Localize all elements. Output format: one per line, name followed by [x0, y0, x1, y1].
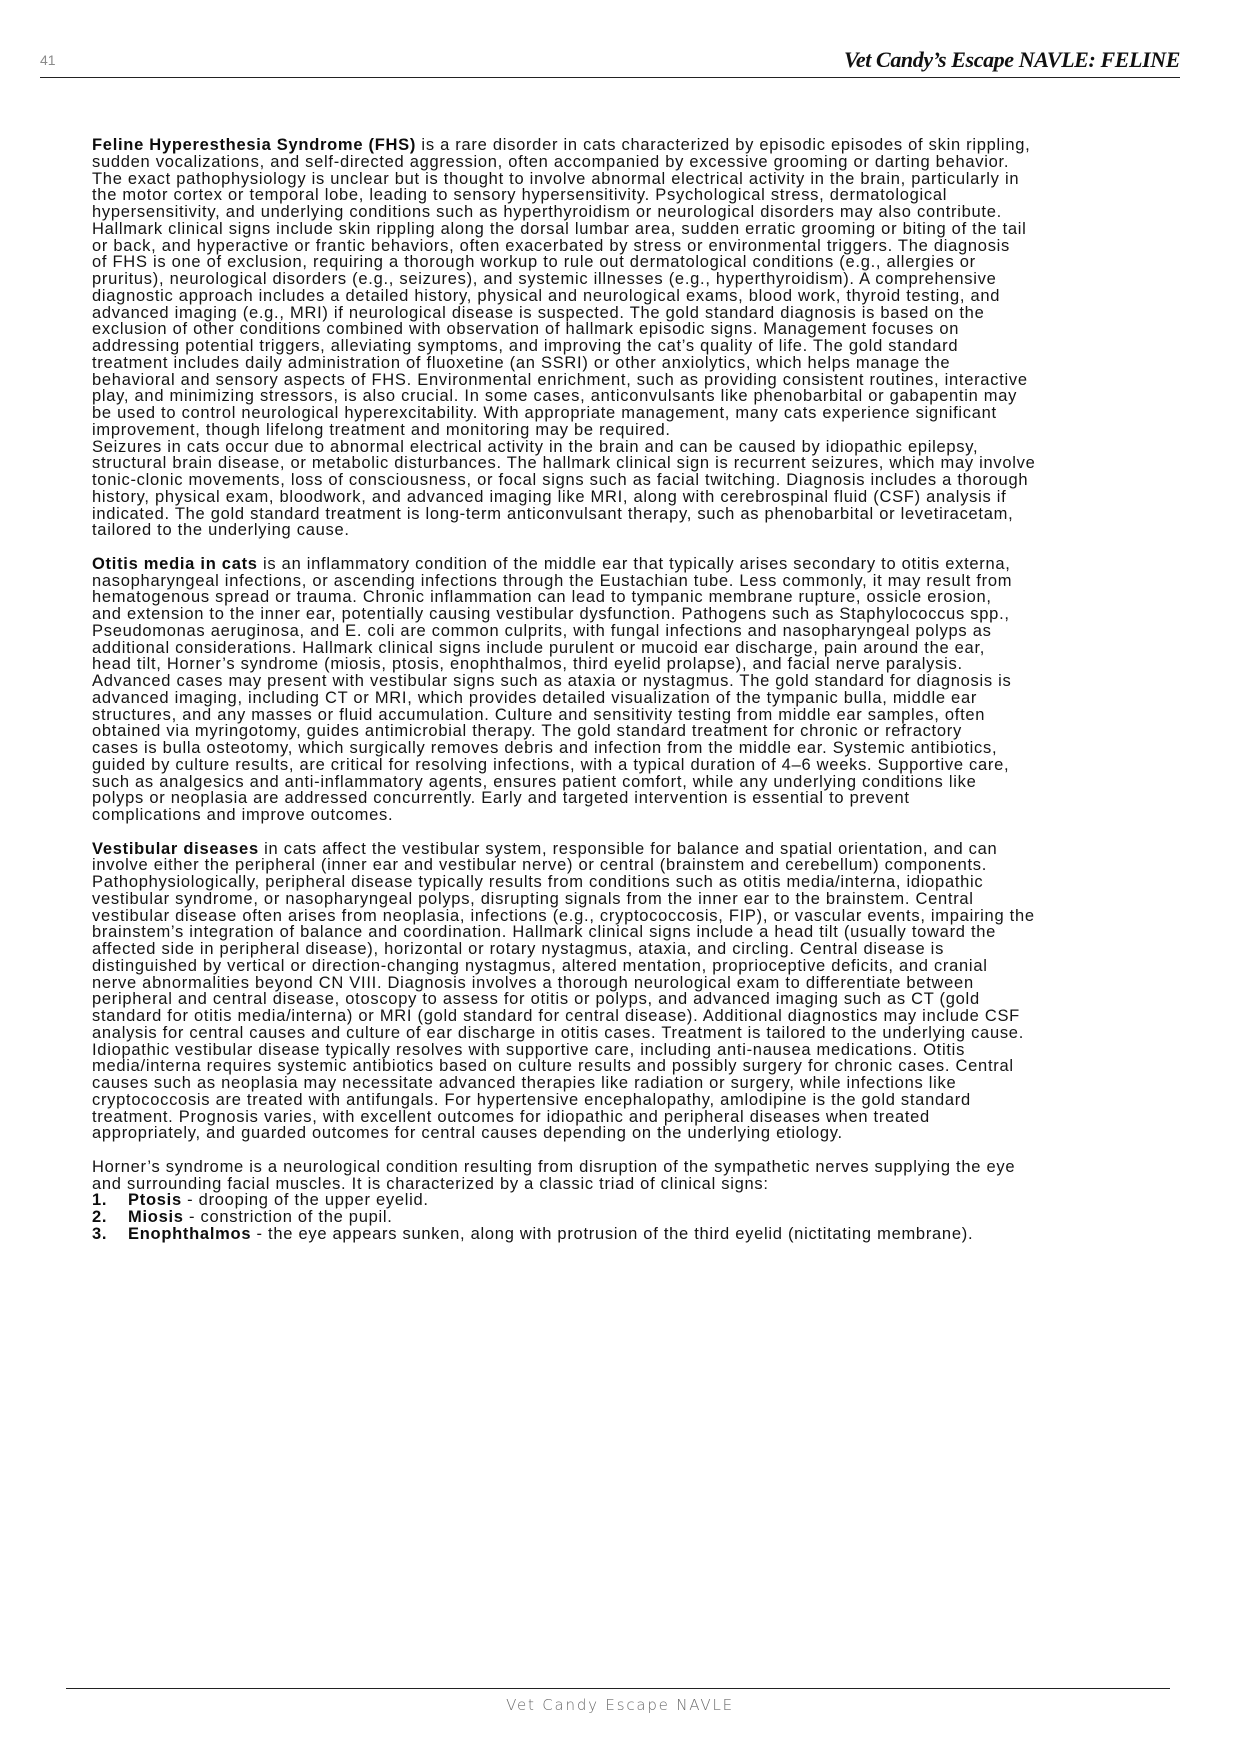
text-line: addressing potential triggers, alleviating symptoms, and improving the cat’s quality of life. The gold standard	[92, 337, 959, 355]
otitis-media-paragraph	[92, 556, 1192, 824]
text-line: pruritus), neurological disorders (e.g., seizures), and systemic illnesses (e.g., hyperthyroidism). A comprehensive	[92, 270, 997, 288]
list-item	[92, 1209, 1192, 1226]
text-line: Horner’s syndrome is a neurological condition resulting from disruption of the sympathetic nerves supplying the eye	[92, 1157, 1016, 1176]
footer-text: Vet Candy Escape NAVLE	[506, 1696, 734, 1714]
text-line: be used to control neurological hyperexcitability. With appropriate management, many cats experience significant	[92, 404, 997, 422]
text-line: treatment. Prognosis varies, with excellent outcomes for idiopathic and peripheral diseases when treated	[92, 1107, 930, 1126]
fhs-lines	[92, 154, 1192, 439]
text-line: hematogenous spread or trauma. Chronic inflammation can lead to tympanic membrane rupture, ossicle erosion,	[92, 588, 992, 607]
list-number: 3.	[92, 1224, 108, 1243]
text-line: and surrounding facial muscles. It is characterized by a classic triad of clinical signs:	[92, 1174, 769, 1193]
horners-signs-list	[92, 1192, 1192, 1242]
vestibular-first-line-text: in cats affect the vestibular system, responsible for balance and spatial orientation, and can	[258, 839, 998, 858]
header-divider	[40, 77, 1180, 78]
text-line: guided by culture results, are critical for resolving infections, with a typical duration of 4–6 weeks. Supportive care,	[92, 755, 1010, 774]
text-line: media/interna requires systemic antibiotics based on culture results and possibly surgery for chronic cases. Central	[92, 1057, 1014, 1076]
text-line: exclusion of other conditions combined with observation of hallmark episodic signs. Management focuses on	[92, 320, 960, 339]
seizures-lines	[92, 439, 1192, 540]
text-line: improvement, though lifelong treatment and monitoring may be required.	[92, 420, 671, 439]
list-item	[92, 1226, 1192, 1243]
text-line: affected side in peripheral disease), horizontal or rotary nystagmus, ataxia, and circling. Central disease is	[92, 940, 945, 958]
text-line: advanced imaging (e.g., MRI) if neurological disease is suspected. The gold standard diagnosis is based on the	[92, 303, 985, 322]
text-line: involve either the peripheral (inner ear and vestibular nerve) or central (brainstem and cerebellum) components.	[92, 856, 988, 875]
text-line: Pathophysiologically, peripheral disease typically results from conditions such as otitis media/interna, idiopathic	[92, 873, 984, 891]
text-line	[92, 556, 1192, 573]
text-line: sudden vocalizations, and self-directed aggression, often accompanied by excessive grooming or darting behavior.	[92, 152, 1010, 171]
text-line: head tilt, Horner’s syndrome (miosis, ptosis, enophthalmos, third eyelid prolapse), and facial nerve paralysis.	[92, 655, 963, 674]
text-line: obtained via myringotomy, guides antimicrobial therapy. The gold standard treatment for chronic or refractory	[92, 722, 962, 741]
text-line: peripheral and central disease, otoscopy to assess for otitis or polyps, and advanced imaging such as CT (gold	[92, 990, 980, 1009]
text-line: analysis for central causes and culture of ear discharge in otitis cases. Treatment is tailored to the underlying cause.	[92, 1023, 1025, 1042]
page-body	[92, 137, 1192, 1243]
horners-lines	[92, 1159, 1192, 1193]
text-line: Idiopathic vestibular disease typically resolves with supportive care, including anti-nausea medications. Otitis	[92, 1040, 966, 1059]
text-line: and extension to the inner ear, potentially causing vestibular dysfunction. Pathogens such as Staphylococcus spp.,	[92, 605, 1010, 623]
text-line: Advanced cases may present with vestibular signs such as ataxia or nystagmus. The gold standard for diagnosis is	[92, 672, 1012, 690]
text-line: nasopharyngeal infections, or ascending infections through the Eustachian tube. Less commonly, it may result from	[92, 571, 1013, 590]
vestibular-paragraph	[92, 841, 1192, 1143]
fhs-paragraph	[92, 137, 1192, 439]
otitis-media-first-line-text: is an inflammatory condition of the middle ear that typically arises secondary to otitis externa,	[257, 554, 1011, 573]
vestibular-heading: Vestibular diseases	[92, 839, 259, 858]
text-line: vestibular disease often arises from neoplasia, infections (e.g., cryptococcosis, FIP), or vascular events, impairing the	[92, 906, 1035, 925]
text-line: structural brain disease, or metabolic disturbances. The hallmark clinical sign is recurrent seizures, which may involve	[92, 454, 1036, 473]
otitis-media-lines	[92, 573, 1192, 824]
text-line: or back, and hyperactive or frantic behaviors, often exacerbated by stress or environmental triggers. The diagnosis	[92, 236, 1011, 255]
text-line: standard for otitis media/interna) or MRI (gold standard for central disease). Additional diagnostics may include CSF	[92, 1007, 1020, 1025]
text-line: cases is bulla osteotomy, which surgically removes debris and infection from the middle ear. Systemic antibiotics,	[92, 739, 998, 757]
list-description: - the eye appears sunken, along with protrusion of the third eyelid (nictitating membrane).	[251, 1224, 974, 1243]
list-term: Miosis	[128, 1208, 184, 1226]
text-line: structures, and any masses or fluid accumulation. Culture and sensitivity testing from middle ear samples, often	[92, 705, 986, 724]
otitis-media-heading: Otitis media in cats	[92, 554, 258, 573]
text-line: Seizures in cats occur due to abnormal electrical activity in the brain and can be caused by idiopathic epilepsy,	[92, 437, 979, 456]
text-line: complications and improve outcomes.	[92, 806, 394, 824]
text-line: play, and minimizing stressors, is also crucial. In some cases, anticonvulsants like phenobarbital or gabapentin may	[92, 387, 1018, 406]
seizures-paragraph	[92, 439, 1192, 540]
text-line: advanced imaging, including CT or MRI, which provides detailed visualization of the tympanic bulla, middle ear	[92, 688, 978, 707]
text-line: polyps or neoplasia are addressed concurrently. Early and targeted intervention is essential to prevent	[92, 789, 910, 808]
paragraph-gap	[92, 824, 1192, 841]
list-item	[92, 1192, 1192, 1209]
running-header-title: Vet Candy’s Escape NAVLE: FELINE	[844, 47, 1180, 72]
text-line: Hallmark clinical signs include skin rippling along the dorsal lumbar area, sudden erratic grooming or biting of the tail	[92, 219, 1027, 238]
list-description: - constriction of the pupil.	[183, 1208, 393, 1226]
fhs-first-line-text: is a rare disorder in cats characterized by episodic episodes of skin rippling,	[416, 136, 1031, 154]
text-line: tonic-clonic movements, loss of consciousness, or focal signs such as facial twitching. Diagnosis includes a thorough	[92, 471, 1029, 489]
text-line: cryptococcosis are treated with antifungals. For hypertensive encephalopathy, amlodipine is the gold standard	[92, 1090, 971, 1109]
text-line: brainstem’s integration of balance and coordination. Hallmark clinical signs include a head tilt (usually toward the	[92, 923, 997, 942]
text-line: indicated. The gold standard treatment is long-term anticonvulsant therapy, such as phenobarbital or levetiracetam,	[92, 504, 1014, 523]
vestibular-lines	[92, 857, 1192, 1142]
horners-paragraph	[92, 1159, 1192, 1243]
text-line: history, physical exam, bloodwork, and advanced imaging like MRI, along with cerebrospinal fluid (CSF) analysis if	[92, 487, 1007, 506]
text-line: diagnostic approach includes a detailed history, physical and neurological exams, blood work, thyroid testing, and	[92, 286, 1001, 305]
text-line: tailored to the underlying cause.	[92, 521, 350, 540]
list-description: - drooping of the upper eyelid.	[181, 1191, 429, 1210]
text-line: vestibular syndrome, or nasopharyngeal polyps, disrupting signals from the inner ear to the brainstem. Central	[92, 889, 974, 908]
text-line: causes such as neoplasia may necessitate advanced therapies like radiation or surgery, while infections like	[92, 1074, 957, 1092]
text-line: hypersensitivity, and underlying conditions such as hyperthyroidism or neurological disorders may also contribute.	[92, 203, 1002, 221]
text-line	[92, 137, 1192, 154]
paragraph-gap	[92, 539, 1192, 556]
list-term: Ptosis	[128, 1191, 182, 1210]
text-line: treatment includes daily administration of fluoxetine (an SSRI) or other anxiolytics, which helps manage the	[92, 353, 951, 372]
list-number: 2.	[92, 1208, 108, 1226]
text-line: the motor cortex or temporal lobe, leading to sensory hypersensitivity. Psychological stress, dermatological	[92, 186, 948, 205]
page-number: 41	[40, 52, 56, 68]
fhs-heading: Feline Hyperesthesia Syndrome (FHS)	[92, 136, 417, 154]
text-line: of FHS is one of exclusion, requiring a thorough workup to rule out dermatological conditions (e.g., allergies or	[92, 253, 976, 272]
text-line: additional considerations. Hallmark clinical signs include purulent or mucoid ear discharge, pain around the ear,	[92, 638, 986, 657]
text-line: nerve abnormalities beyond CN VIII. Diagnosis involves a thorough neurological exam to differentiate between	[92, 973, 974, 992]
footer-divider	[66, 1688, 1170, 1689]
text-line	[92, 841, 1192, 858]
text-line: behavioral and sensory aspects of FHS. Environmental enrichment, such as providing consistent routines, interactive	[92, 370, 1028, 389]
paragraph-gap	[92, 1142, 1192, 1159]
text-line: appropriately, and guarded outcomes for central causes depending on the underlying etiology.	[92, 1124, 843, 1143]
text-line: The exact pathophysiology is unclear but is thought to involve abnormal electrical activity in the brain, particularly in	[92, 169, 1020, 188]
list-number: 1.	[92, 1191, 108, 1210]
text-line: such as analgesics and anti-inflammatory agents, ensures patient comfort, while any underlying conditions like	[92, 772, 977, 791]
text-line: distinguished by vertical or direction-changing nystagmus, altered mentation, proprioceptive deficits, and cranial	[92, 956, 988, 975]
list-term: Enophthalmos	[128, 1224, 252, 1243]
text-line: Pseudomonas aeruginosa, and E. coli are common culprits, with fungal infections and nasopharyngeal polyps as	[92, 621, 992, 640]
